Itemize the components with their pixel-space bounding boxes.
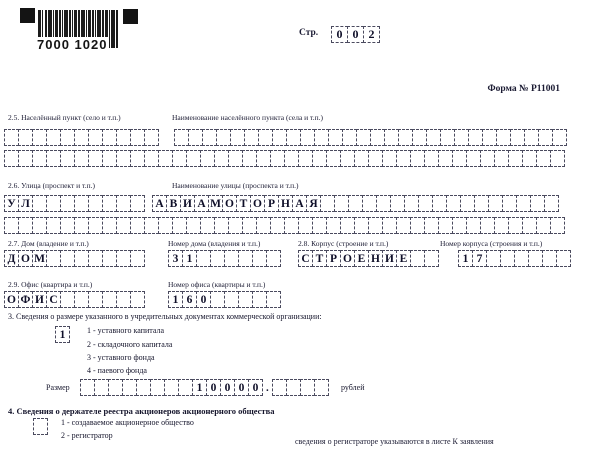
- form-cell[interactable]: [550, 217, 565, 234]
- form-cell[interactable]: [186, 217, 201, 234]
- form-cell[interactable]: [228, 150, 243, 167]
- form-cell[interactable]: О: [222, 195, 237, 212]
- form-cell[interactable]: В: [166, 195, 181, 212]
- form-cell[interactable]: [214, 150, 229, 167]
- form-cell[interactable]: [158, 150, 173, 167]
- form-cell[interactable]: [266, 291, 281, 308]
- form-cell[interactable]: О: [250, 195, 265, 212]
- building-number-cells[interactable]: [458, 250, 571, 267]
- form-cell[interactable]: Е: [396, 250, 411, 267]
- form-cell[interactable]: [452, 150, 467, 167]
- form-cell[interactable]: [33, 418, 48, 435]
- form-cell[interactable]: [382, 217, 397, 234]
- form-cell[interactable]: [544, 195, 559, 212]
- form-cell[interactable]: [272, 379, 287, 396]
- form-cell[interactable]: [446, 195, 461, 212]
- house-number-cells[interactable]: [168, 250, 281, 267]
- form-cell: 2: [363, 26, 380, 43]
- form-cell[interactable]: [94, 379, 109, 396]
- form-cell[interactable]: [216, 129, 231, 146]
- form-cell[interactable]: А: [194, 195, 209, 212]
- settlement-name-row1-cells[interactable]: [174, 129, 567, 146]
- form-cell[interactable]: О: [18, 250, 33, 267]
- form-cell[interactable]: [174, 129, 189, 146]
- form-cell[interactable]: [538, 129, 553, 146]
- form-cell[interactable]: [32, 195, 47, 212]
- amount-label: Размер: [46, 383, 70, 392]
- form-cell[interactable]: Н: [278, 195, 293, 212]
- form-cell[interactable]: [164, 379, 179, 396]
- form-cell[interactable]: [312, 150, 327, 167]
- form-cell[interactable]: [314, 129, 329, 146]
- form-cell[interactable]: [480, 217, 495, 234]
- form-cell[interactable]: [172, 150, 187, 167]
- form-cell[interactable]: [32, 217, 47, 234]
- form-cell[interactable]: [454, 129, 469, 146]
- form-cell[interactable]: [300, 379, 315, 396]
- form-cell[interactable]: [382, 150, 397, 167]
- form-cell[interactable]: [60, 250, 75, 267]
- office-number-cells[interactable]: [168, 291, 281, 308]
- street-name-label: Наименование улицы (проспекта и т.п.): [172, 181, 299, 190]
- form-cell[interactable]: [102, 129, 117, 146]
- form-cell[interactable]: [210, 291, 225, 308]
- form-cell[interactable]: И: [382, 250, 397, 267]
- form-cell[interactable]: [314, 379, 329, 396]
- form-cell[interactable]: Я: [306, 195, 321, 212]
- form-cell[interactable]: [510, 129, 525, 146]
- form-cell[interactable]: У: [4, 195, 19, 212]
- form-cell[interactable]: [390, 195, 405, 212]
- settlement-type-label: 2.5. Населённый пункт (село и т.п.): [8, 113, 121, 122]
- form-cell[interactable]: [46, 250, 61, 267]
- form-cell[interactable]: 0: [248, 379, 263, 396]
- form-cell[interactable]: И: [32, 291, 47, 308]
- form-cell[interactable]: [46, 217, 61, 234]
- form-cell[interactable]: [238, 291, 253, 308]
- capital-option-4: 4 - паевого фонда: [87, 366, 147, 375]
- registrar-option-2: 2 - регистратор: [61, 431, 113, 440]
- form-cell[interactable]: [144, 129, 159, 146]
- amount-integer-cells[interactable]: [80, 379, 263, 396]
- form-cell[interactable]: [60, 129, 75, 146]
- form-cell[interactable]: [354, 217, 369, 234]
- form-cell[interactable]: [210, 250, 225, 267]
- barcode-digits: 7000 1020: [37, 37, 108, 52]
- form-cell[interactable]: [488, 195, 503, 212]
- form-cell[interactable]: Л: [18, 195, 33, 212]
- form-cell[interactable]: [320, 195, 335, 212]
- form-cell[interactable]: [80, 379, 95, 396]
- form-cell[interactable]: [398, 129, 413, 146]
- form-cell[interactable]: [186, 150, 201, 167]
- form-cell[interactable]: [376, 195, 391, 212]
- form-cell[interactable]: [438, 217, 453, 234]
- form-cell[interactable]: М: [208, 195, 223, 212]
- form-cell[interactable]: [130, 291, 145, 308]
- form-cell[interactable]: 3: [168, 250, 183, 267]
- form-cell[interactable]: [200, 150, 215, 167]
- form-cell[interactable]: [368, 150, 383, 167]
- form-cell[interactable]: [102, 195, 117, 212]
- decimal-separator: .: [266, 382, 269, 394]
- form-cell[interactable]: 1: [458, 250, 473, 267]
- form-cell[interactable]: [424, 217, 439, 234]
- form-cell[interactable]: [116, 129, 131, 146]
- form-cell[interactable]: [326, 217, 341, 234]
- form-cell[interactable]: [508, 150, 523, 167]
- form-cell[interactable]: [404, 195, 419, 212]
- form-cell[interactable]: [300, 129, 315, 146]
- amount-fraction-cells[interactable]: [272, 379, 329, 396]
- street-name-row1-cells[interactable]: [152, 195, 559, 212]
- form-cell[interactable]: [46, 150, 61, 167]
- form-cell[interactable]: [74, 217, 89, 234]
- form-cell[interactable]: [116, 217, 131, 234]
- form-cell[interactable]: [396, 217, 411, 234]
- form-cell[interactable]: [244, 129, 259, 146]
- form-cell[interactable]: [18, 129, 33, 146]
- form-cell[interactable]: [102, 250, 117, 267]
- form-cell[interactable]: [480, 150, 495, 167]
- form-cell[interactable]: И: [180, 195, 195, 212]
- form-cell[interactable]: [32, 129, 47, 146]
- form-cell[interactable]: [224, 291, 239, 308]
- form-cell[interactable]: Е: [354, 250, 369, 267]
- office-type-label: 2.9. Офис (квартира и т.п.): [8, 280, 93, 289]
- form-cell[interactable]: [340, 217, 355, 234]
- form-cell[interactable]: [256, 217, 271, 234]
- form-cell[interactable]: [440, 129, 455, 146]
- form-cell[interactable]: [272, 129, 287, 146]
- form-cell[interactable]: [228, 217, 243, 234]
- registrar-option-1: 1 - создаваемое акционерное общество: [61, 418, 194, 427]
- form-cell[interactable]: [88, 250, 103, 267]
- form-cell[interactable]: [468, 129, 483, 146]
- form-cell[interactable]: [356, 129, 371, 146]
- form-cell[interactable]: [150, 379, 165, 396]
- form-cell[interactable]: [412, 129, 427, 146]
- form-cell[interactable]: [178, 379, 193, 396]
- form-cell[interactable]: [334, 195, 349, 212]
- form-cell[interactable]: [368, 217, 383, 234]
- form-cell[interactable]: [270, 150, 285, 167]
- form-cell[interactable]: [514, 250, 529, 267]
- settlement-name-row2-cells[interactable]: [4, 150, 565, 167]
- form-cell[interactable]: С: [46, 291, 61, 308]
- form-cell[interactable]: [270, 217, 285, 234]
- form-cell[interactable]: [102, 217, 117, 234]
- form-cell[interactable]: Ф: [18, 291, 33, 308]
- form-cell[interactable]: [238, 250, 253, 267]
- form-cell[interactable]: [158, 217, 173, 234]
- form-cell[interactable]: [452, 217, 467, 234]
- registrar-section-title: 4. Сведения о держателе реестра акционеров акционерного общества: [8, 406, 275, 416]
- form-cell[interactable]: [242, 217, 257, 234]
- form-cell[interactable]: [60, 150, 75, 167]
- form-cell[interactable]: [202, 129, 217, 146]
- street-name-row2-cells[interactable]: [4, 217, 565, 234]
- form-cell[interactable]: [200, 217, 215, 234]
- form-cell[interactable]: 7: [472, 250, 487, 267]
- form-cell[interactable]: [130, 195, 145, 212]
- page-label: Стр.: [299, 28, 319, 38]
- form-cell[interactable]: [348, 195, 363, 212]
- form-cell[interactable]: [116, 195, 131, 212]
- settlement-type-cells[interactable]: [4, 129, 159, 146]
- form-cell[interactable]: [426, 129, 441, 146]
- registration-mark-right: [123, 9, 138, 24]
- form-cell[interactable]: [122, 379, 137, 396]
- form-cell[interactable]: [266, 250, 281, 267]
- building-number-label: Номер корпуса (строения и т.п.): [440, 239, 543, 248]
- form-cell[interactable]: [362, 195, 377, 212]
- capital-section-title: 3. Сведения о размере указанного в учредительных документах коммерческой организации:: [8, 312, 322, 321]
- form-cell[interactable]: 0: [196, 291, 211, 308]
- form-cell[interactable]: Д: [4, 250, 19, 267]
- form-cell[interactable]: [102, 291, 117, 308]
- form-cell[interactable]: [474, 195, 489, 212]
- form-cell[interactable]: 0: [206, 379, 221, 396]
- form-cell[interactable]: [486, 250, 501, 267]
- form-cell[interactable]: [432, 195, 447, 212]
- form-cell[interactable]: [410, 217, 425, 234]
- form-cell[interactable]: [74, 129, 89, 146]
- house-number-label: Номер дома (владения и т.п.): [168, 239, 261, 248]
- form-cell[interactable]: [74, 291, 89, 308]
- form-cell[interactable]: [528, 250, 543, 267]
- form-cell[interactable]: [130, 250, 145, 267]
- capital-option-3: 3 - уставного фонда: [87, 353, 155, 362]
- registration-mark-left: [20, 8, 35, 23]
- form-cell[interactable]: [370, 129, 385, 146]
- form-cell[interactable]: [46, 195, 61, 212]
- form-cell[interactable]: 1: [182, 250, 197, 267]
- form-cell[interactable]: А: [292, 195, 307, 212]
- form-cell[interactable]: [494, 217, 509, 234]
- form-cell[interactable]: [258, 129, 273, 146]
- form-cell[interactable]: [466, 217, 481, 234]
- settlement-name-label: Наименование населённого пункта (села и т.п.): [172, 113, 324, 122]
- form-cell[interactable]: [522, 217, 537, 234]
- form-cell[interactable]: 0: [220, 379, 235, 396]
- form-cell[interactable]: [524, 129, 539, 146]
- form-cell[interactable]: [130, 129, 145, 146]
- form-cell[interactable]: [552, 129, 567, 146]
- form-cell[interactable]: [328, 129, 343, 146]
- form-cell[interactable]: [536, 150, 551, 167]
- form-cell[interactable]: [542, 250, 557, 267]
- form-cell[interactable]: 6: [182, 291, 197, 308]
- form-cell[interactable]: [424, 250, 439, 267]
- form-cell[interactable]: [214, 217, 229, 234]
- form-cell[interactable]: О: [340, 250, 355, 267]
- form-cell[interactable]: [88, 195, 103, 212]
- form-cell[interactable]: [340, 150, 355, 167]
- form-cell[interactable]: [4, 129, 19, 146]
- form-cell[interactable]: [438, 150, 453, 167]
- form-cell[interactable]: [256, 150, 271, 167]
- form-cell[interactable]: Р: [264, 195, 279, 212]
- form-cell[interactable]: [482, 129, 497, 146]
- form-cell[interactable]: [466, 150, 481, 167]
- form-cell[interactable]: [298, 150, 313, 167]
- street-type-label: 2.6. Улица (проспект и т.п.): [8, 181, 95, 190]
- form-cell[interactable]: [144, 150, 159, 167]
- capital-type-checkbox[interactable]: [55, 326, 70, 343]
- form-cell[interactable]: [496, 129, 511, 146]
- form-cell[interactable]: [60, 291, 75, 308]
- form-cell[interactable]: [74, 250, 89, 267]
- form-cell[interactable]: [252, 291, 267, 308]
- form-cell[interactable]: М: [32, 250, 47, 267]
- form-cell: 0: [331, 26, 348, 43]
- form-cell[interactable]: [396, 150, 411, 167]
- form-cell[interactable]: [286, 379, 301, 396]
- form-cell[interactable]: 1: [168, 291, 183, 308]
- house-type-cells[interactable]: [4, 250, 145, 267]
- form-cell[interactable]: [522, 150, 537, 167]
- form-cell[interactable]: [284, 217, 299, 234]
- form-cell[interactable]: 1: [192, 379, 207, 396]
- form-number-label: Форма № Р11001: [487, 84, 560, 94]
- form-cell[interactable]: [502, 195, 517, 212]
- form-cell[interactable]: [88, 129, 103, 146]
- form-cell[interactable]: [108, 379, 123, 396]
- form-cell[interactable]: 0: [234, 379, 249, 396]
- form-cell[interactable]: [18, 150, 33, 167]
- form-cell: 0: [347, 26, 364, 43]
- form-cell[interactable]: [494, 150, 509, 167]
- form-cell[interactable]: [18, 217, 33, 234]
- form-cell[interactable]: Н: [368, 250, 383, 267]
- form-cell[interactable]: Т: [236, 195, 251, 212]
- form-cell[interactable]: [460, 195, 475, 212]
- form-cell[interactable]: [88, 217, 103, 234]
- form-cell[interactable]: [508, 217, 523, 234]
- form-cell[interactable]: [312, 217, 327, 234]
- form-cell[interactable]: О: [4, 291, 19, 308]
- form-cell[interactable]: [536, 217, 551, 234]
- form-cell[interactable]: [130, 217, 145, 234]
- form-cell[interactable]: [32, 150, 47, 167]
- currency-label: рублей: [341, 383, 365, 392]
- form-cell[interactable]: [60, 217, 75, 234]
- form-cell[interactable]: [172, 217, 187, 234]
- form-cell[interactable]: [354, 150, 369, 167]
- form-cell[interactable]: [326, 150, 341, 167]
- form-cell[interactable]: А: [152, 195, 167, 212]
- form-cell[interactable]: [530, 195, 545, 212]
- form-cell[interactable]: [116, 250, 131, 267]
- form-cell[interactable]: [116, 291, 131, 308]
- form-cell[interactable]: [60, 195, 75, 212]
- form-cell[interactable]: [242, 150, 257, 167]
- form-cell[interactable]: [418, 195, 433, 212]
- form-cell[interactable]: 1: [55, 326, 70, 343]
- form-cell[interactable]: С: [298, 250, 313, 267]
- registrar-note: сведения о регистраторе указываются в листе К заявления: [295, 437, 494, 446]
- form-cell[interactable]: [342, 129, 357, 146]
- capital-option-1: 1 - уставного капитала: [87, 326, 165, 335]
- form-cell[interactable]: [4, 217, 19, 234]
- form-cell[interactable]: [516, 195, 531, 212]
- form-cell[interactable]: [4, 150, 19, 167]
- form-cell[interactable]: [384, 129, 399, 146]
- form-cell[interactable]: [116, 150, 131, 167]
- form-cell[interactable]: [188, 129, 203, 146]
- form-cell[interactable]: [286, 129, 301, 146]
- form-cell[interactable]: [144, 217, 159, 234]
- form-cell[interactable]: [88, 291, 103, 308]
- form-cell[interactable]: Т: [312, 250, 327, 267]
- form-cell[interactable]: [284, 150, 299, 167]
- form-cell[interactable]: [88, 150, 103, 167]
- form-cell[interactable]: [410, 150, 425, 167]
- form-cell[interactable]: [46, 129, 61, 146]
- capital-option-2: 2 - складочного капитала: [87, 340, 173, 349]
- form-cell[interactable]: [102, 150, 117, 167]
- street-type-cells[interactable]: [4, 195, 145, 212]
- form-cell[interactable]: [230, 129, 245, 146]
- form-cell[interactable]: [224, 250, 239, 267]
- office-type-cells[interactable]: [4, 291, 145, 308]
- form-cell[interactable]: [424, 150, 439, 167]
- form-cell[interactable]: [136, 379, 151, 396]
- form-cell[interactable]: [500, 250, 515, 267]
- office-number-label: Номер офиса (квартиры и т.п.): [168, 280, 266, 289]
- form-cell[interactable]: [298, 217, 313, 234]
- building-type-label: 2.8. Корпус (строение и т.п.): [298, 239, 389, 248]
- form-cell[interactable]: [74, 195, 89, 212]
- form-cell[interactable]: [556, 250, 571, 267]
- form-cell[interactable]: [74, 150, 89, 167]
- page-number-cells: [331, 26, 380, 43]
- building-type-cells[interactable]: [298, 250, 439, 267]
- house-type-label: 2.7. Дом (владение и т.п.): [8, 239, 89, 248]
- form-cell[interactable]: [252, 250, 267, 267]
- registrar-checkbox[interactable]: [33, 418, 48, 435]
- form-cell[interactable]: [550, 150, 565, 167]
- form-cell[interactable]: Р: [326, 250, 341, 267]
- form-cell[interactable]: [410, 250, 425, 267]
- form-cell[interactable]: [196, 250, 211, 267]
- form-cell[interactable]: [130, 150, 145, 167]
